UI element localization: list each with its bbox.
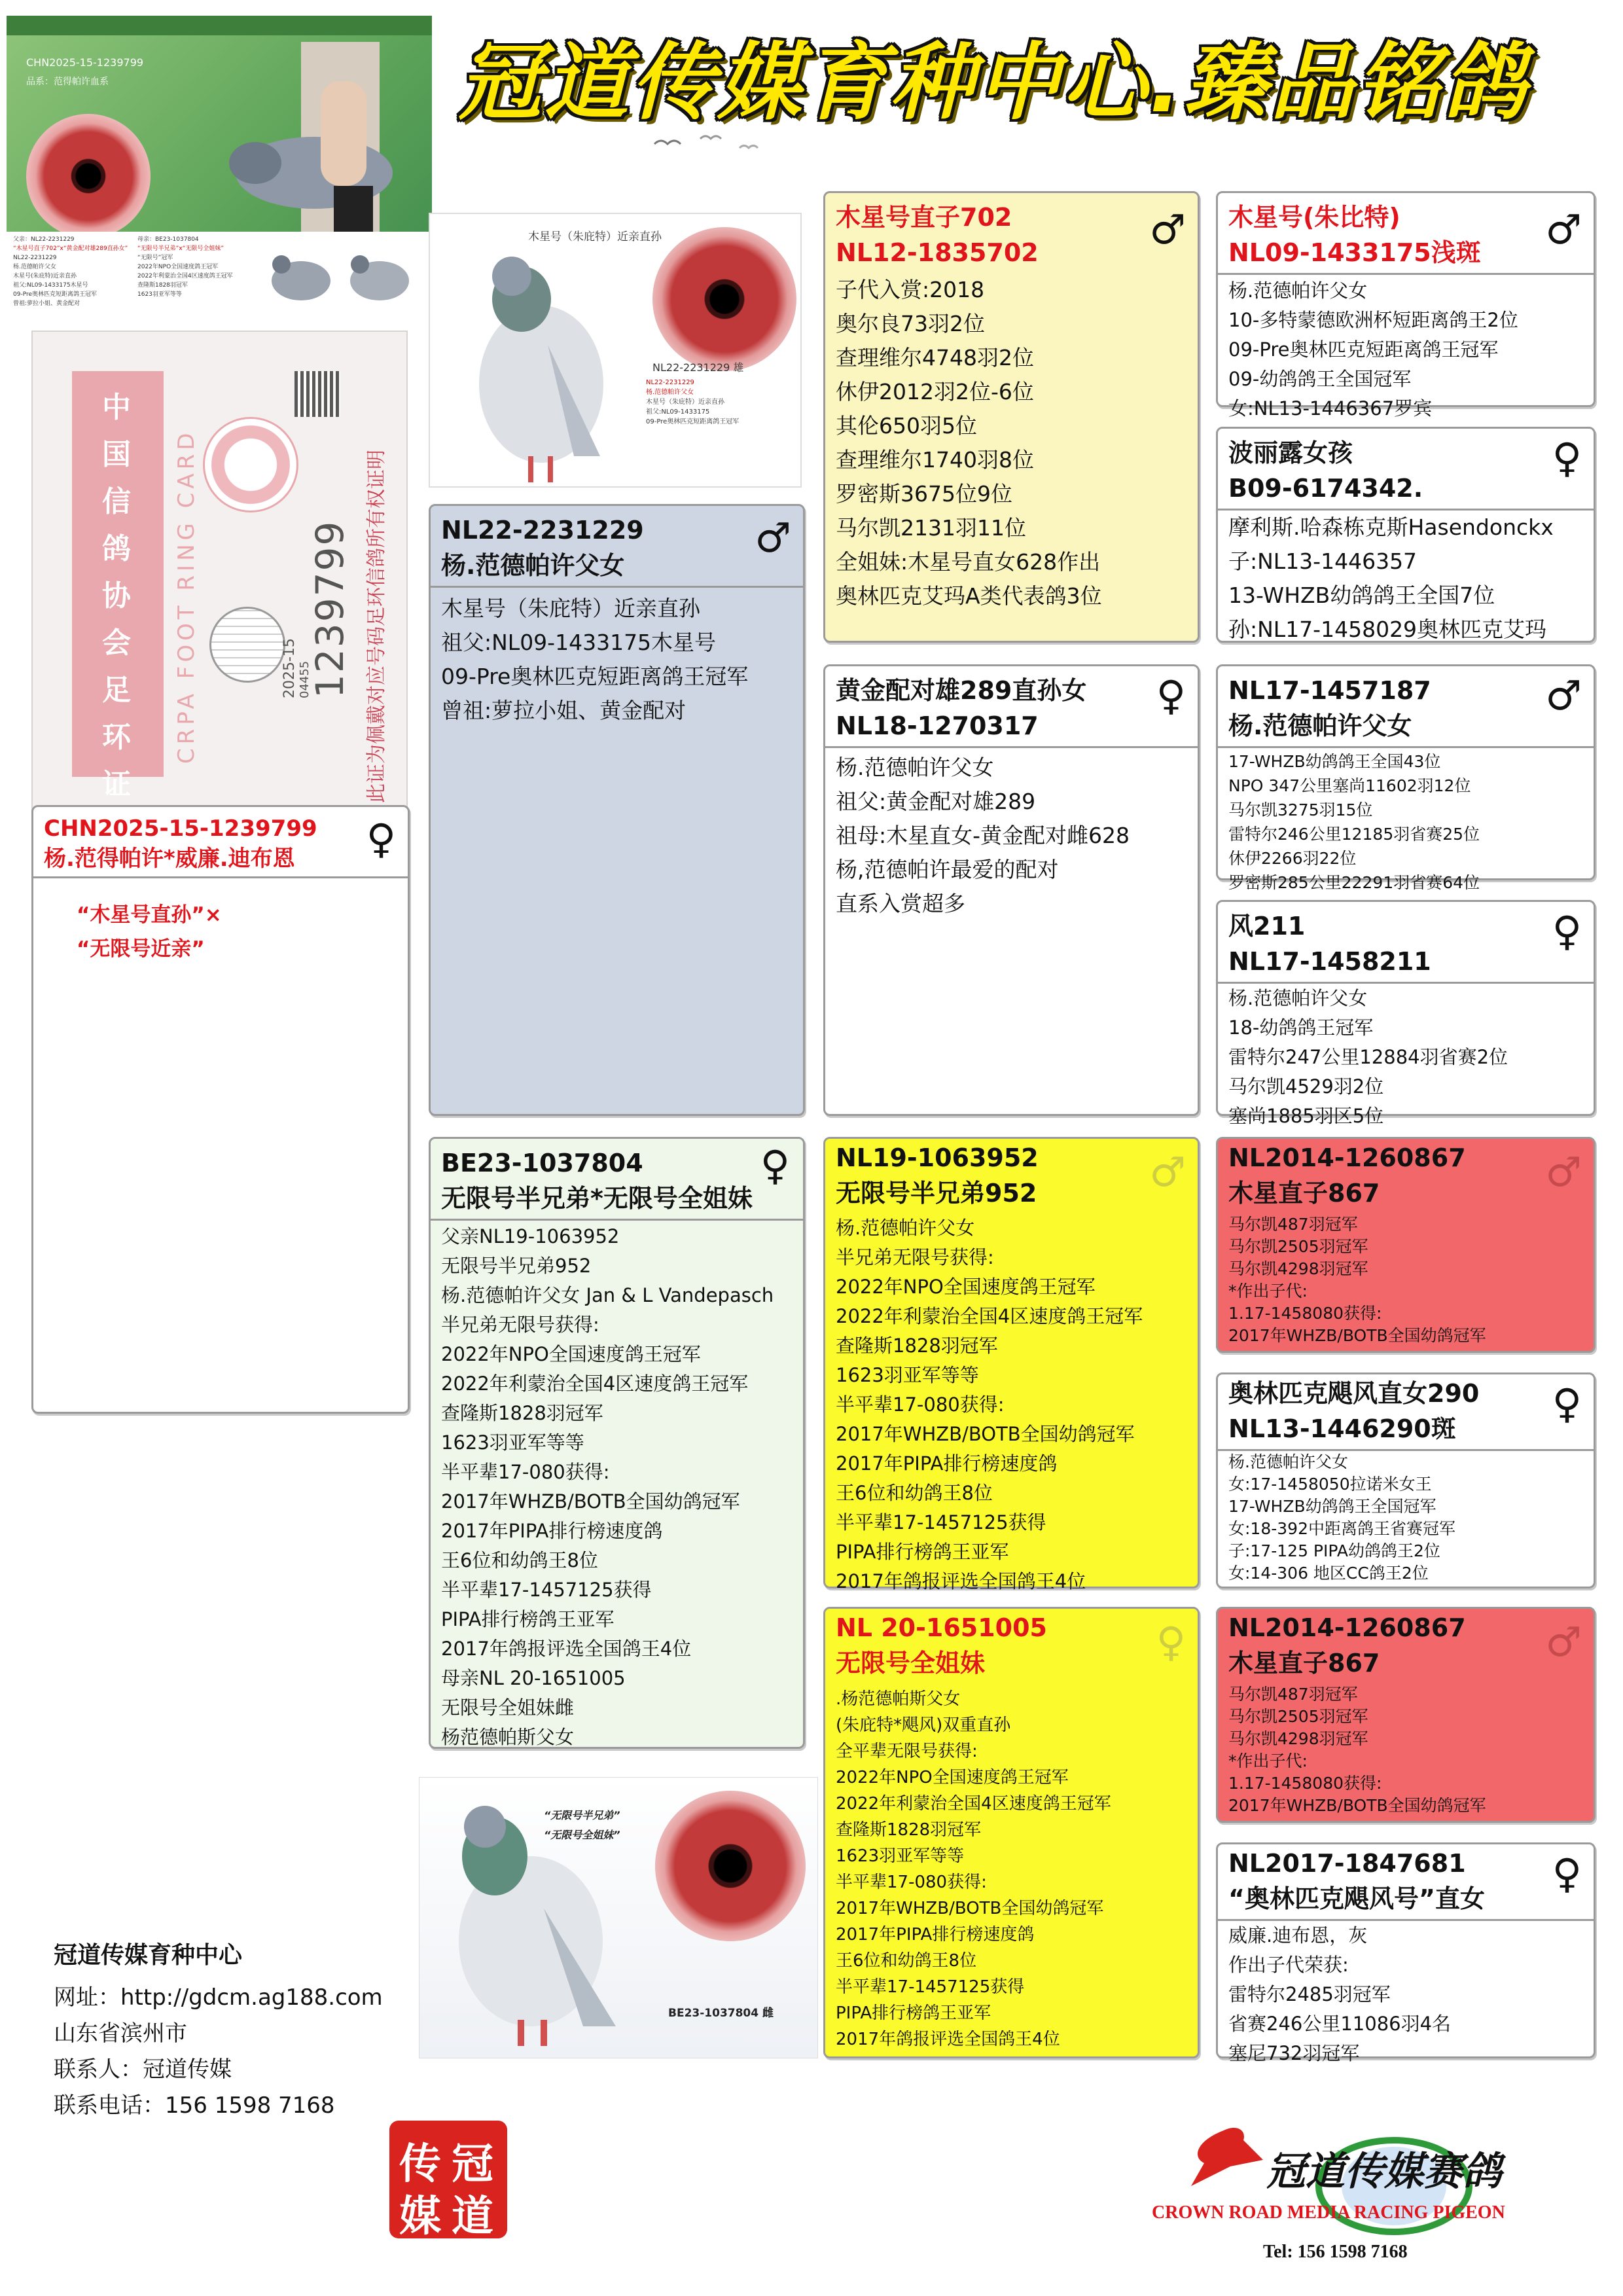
dsd-line: 17-WHZB幼鸽鸽王全国冠军 (1228, 1497, 1436, 1516)
pigeon-in-hand-image (190, 42, 425, 251)
ds-ring: NL19-1063952 (836, 1143, 1039, 1172)
female-icon: ♀ (366, 815, 396, 863)
male-icon: ♂ (1149, 1148, 1186, 1196)
female-icon: ♀ (1552, 434, 1582, 482)
page-title: 冠道传媒育种中心.臻品铭鸽 (458, 34, 1529, 132)
contact-location: 山东省滨州市 (54, 2020, 187, 2047)
dsd-name: 奥林匹克飓风直女290 (1228, 1379, 1480, 1408)
sss-line: 杨.范德帕许父女 (1228, 279, 1368, 302)
subject-breeder: 杨.范得帕许*威廉.迪布恩 (44, 846, 295, 872)
ds-line: 半平辈17-1457125获得 (836, 1511, 1046, 1534)
female-icon: ♀ (1156, 1618, 1186, 1666)
card-dss (1216, 1137, 1596, 1353)
dam-line: 2017年鸽报评选全国鸽王4位 (441, 1638, 692, 1660)
dam-photo (419, 1777, 818, 2058)
dsd-line: 子:17-125 PIPA幼鸽鸽王2位 (1228, 1541, 1440, 1560)
card-sss (1216, 191, 1596, 420)
dss-line: 2017年WHZB/BOTB全国幼鸽冠军 (1228, 1326, 1486, 1345)
ssd-line: 子:NL13-1446357 (1228, 548, 1418, 574)
card-sire-dam (823, 664, 1200, 1116)
dam-line: 1623羽亚军等等 (441, 1431, 584, 1454)
dam-line: 查隆斯1828羽冠军 (441, 1402, 603, 1424)
ss-name: 木星号直子702 (836, 203, 1012, 232)
qr-code-icon (294, 371, 340, 417)
dam-line: 2017年PIPA排行榜速度鸽 (441, 1520, 663, 1542)
seal-char: 传 (399, 2140, 441, 2189)
sd-name: 黄金配对雄289直孙女 (836, 676, 1087, 705)
dss-line: 马尔凯2505羽冠军 (1228, 1237, 1368, 1256)
male-icon: ♂ (1545, 206, 1582, 253)
ds-line: 查隆斯1828羽冠军 (836, 1335, 998, 1357)
dam-line: 杨.范德帕许父女 Jan & L Vandepasch (441, 1284, 774, 1306)
card-dam (429, 1137, 805, 1749)
seal-char: 媒 (399, 2193, 441, 2241)
sdd-line: 雷特尔247公里12884羽省赛2位 (1228, 1046, 1508, 1068)
globe-emblem-icon (209, 607, 285, 683)
dd-line: 2017年WHZB/BOTB全国幼鸽冠军 (836, 1899, 1104, 1918)
sd-ring: NL18-1270317 (836, 711, 1039, 740)
subject-line: “木星号直孙”× (77, 903, 222, 927)
sdd-line: 塞尚1885羽区5位 (1228, 1105, 1384, 1127)
ddd-line: 威廉.迪布恩，灰 (1228, 1924, 1368, 1946)
dds-line: 马尔凯4298羽冠军 (1228, 1729, 1368, 1748)
card-subject (31, 805, 410, 1414)
sire-ring: NL22-2231229 (441, 516, 644, 545)
sss-ring: NL09-1433175浅斑 (1228, 238, 1481, 267)
sd-line: 祖父:黄金配对雄289 (836, 789, 1036, 814)
ds-line: 1623羽亚军等等 (836, 1364, 979, 1386)
contact-block (54, 1937, 383, 2124)
pigeon-eye-image (26, 114, 151, 238)
dds-name: 木星直子867 (1228, 1649, 1380, 1677)
sds-line: NPO 347公里塞尚11602羽12位 (1228, 776, 1471, 795)
ring-card-serial: 04455 (298, 660, 312, 698)
male-icon: ♂ (1545, 1618, 1582, 1666)
sds-line: 马尔凯3275羽15位 (1228, 800, 1373, 819)
sdd-name: 风211 (1228, 912, 1306, 941)
ds-line: 2017年鸽报评选全国鸽王4位 (836, 1570, 1086, 1592)
dam-line: 母亲NL 20-1651005 (441, 1667, 626, 1689)
sire-photo-notes: NL22-2231229 杨.范德帕许父女 木星号（朱庇特）近亲直孙 祖父:NL09-1433175 09-Pre奥林匹克短距离鸽王冠军 (646, 379, 740, 425)
dss-line: 马尔凯487羽冠军 (1228, 1215, 1358, 1234)
female-icon: ♀ (1552, 907, 1582, 955)
ds-name: 无限号半兄弟952 (836, 1179, 1037, 1208)
contact-company: 冠道传媒育种中心 (54, 1942, 243, 1969)
crpa-logo-icon (203, 417, 298, 512)
dds-line: 1.17-1458080获得: (1228, 1774, 1382, 1793)
sire-photo (429, 213, 802, 488)
ssd-name: 波丽露女孩 (1228, 439, 1353, 467)
dam-line: 2022年NPO全国速度鸽王冠军 (441, 1343, 701, 1365)
dds-line: *作出子代: (1228, 1751, 1308, 1770)
dss-ring: NL2014-1260867 (1228, 1143, 1466, 1172)
dds-line: 马尔凯487羽冠军 (1228, 1685, 1358, 1704)
sss-line: 女:NL13-1446367罗宾 (1228, 397, 1433, 420)
ds-line: 半平辈17-080获得: (836, 1393, 1005, 1416)
dam-eye-image (655, 1791, 806, 1941)
sire-line: 09-Pre奥林匹克短距离鸽王冠军 (441, 664, 749, 689)
sds-ring: NL17-1457187 (1228, 676, 1431, 705)
dds-ring: NL2014-1260867 (1228, 1613, 1466, 1642)
sdd-line: 马尔凯4529羽2位 (1228, 1075, 1384, 1098)
sd-line: 杨,范德帕许最爱的配对 (836, 857, 1059, 882)
dd-line: (朱庇特*飓风)双重直孙 (836, 1715, 1011, 1735)
banner-ring: CHN2025-15-1239799 (26, 56, 144, 69)
ds-line: 2022年NPO全国速度鸽王冠军 (836, 1276, 1096, 1298)
contact-website[interactable]: 网址：http://gdcm.ag188.com (54, 1984, 383, 2011)
ss-line: 查理维尔4748羽2位 (836, 345, 1034, 370)
female-icon: ♀ (760, 1141, 790, 1189)
dd-name: 无限号全姐妹 (836, 1649, 986, 1677)
dsd-line: 女:17-1458050拉诺米女王 (1228, 1475, 1432, 1494)
sds-line: 雷特尔246公里12185羽省赛25位 (1228, 825, 1480, 844)
dds-line: 2017年WHZB/BOTB全国幼鸽冠军 (1228, 1796, 1486, 1815)
contact-person: 联系人：冠道传媒 (54, 2056, 232, 2083)
ds-line: 2017年PIPA排行榜速度鸽 (836, 1452, 1058, 1475)
dam-line: 无限号半兄弟952 (441, 1255, 592, 1277)
contact-phone: 联系电话：156 1598 7168 (54, 2092, 335, 2119)
pedigree-photo-banner (7, 16, 432, 323)
female-icon: ♀ (1552, 1380, 1582, 1427)
dd-line: 2022年NPO全国速度鸽王冠军 (836, 1768, 1069, 1787)
sss-line: 09-Pre奥林匹克短距离鸽王冠军 (1228, 338, 1499, 361)
sire-line: 木星号（朱庇特）近亲直孙 (441, 596, 700, 621)
ss-line: 查理维尔1740羽8位 (836, 447, 1034, 473)
ss-line: 全姐妹:木星号直女628作出 (836, 549, 1101, 575)
dd-line: .杨范德帕斯父女 (836, 1689, 961, 1709)
banner-small-pigeons (262, 238, 425, 320)
card-ssd (1216, 427, 1596, 643)
dd-line: 2017年PIPA排行榜速度鸽 (836, 1925, 1035, 1945)
card-dam-sire (823, 1137, 1200, 1592)
ring-card-english: CRPA FOOT RING CARD (173, 429, 200, 764)
female-icon: ♀ (1552, 1850, 1582, 1897)
dd-line: 1623羽亚军等等 (836, 1846, 965, 1866)
dam-photo-header1: “无限号半兄弟” (544, 1809, 620, 1821)
female-icon: ♀ (1156, 672, 1186, 719)
dam-title: 无限号半兄弟*无限号全姐妹 (441, 1184, 753, 1213)
ssd-line: 孙:NL17-1458029奥林匹克艾玛 (1228, 617, 1547, 642)
dd-line: 2022年利蒙治全国4区速度鸽王冠军 (836, 1794, 1111, 1814)
ss-line: 马尔凯2131羽11位 (836, 515, 1026, 541)
ring-card-ring-small: 2025-15 (281, 638, 298, 698)
red-pigeon-logo-icon (1178, 2121, 1270, 2193)
subject-ring: CHN2025-15-1239799 (44, 816, 317, 842)
dam-photo-header2: “无限号全姐妹” (544, 1829, 620, 1841)
dam-line: 王6位和幼鸽王8位 (441, 1549, 598, 1571)
ddd-name: “奥林匹克飓风号”直女 (1228, 1884, 1485, 1913)
dds-line: 马尔凯2505羽冠军 (1228, 1707, 1368, 1726)
dam-line: 半平辈17-080获得: (441, 1461, 610, 1483)
ss-line: 子代入赏:2018 (836, 277, 985, 302)
dam-line: 2022年利蒙治全国4区速度鸽王冠军 (441, 1372, 749, 1395)
sire-pigeon-image (450, 240, 620, 489)
male-icon: ♂ (755, 514, 791, 562)
sire-line: 祖父:NL09-1433175木星号 (441, 630, 717, 655)
ds-line: 2022年利蒙治全国4区速度鸽王冠军 (836, 1305, 1143, 1327)
dd-ring: NL 20-1651005 (836, 1613, 1047, 1642)
male-icon: ♂ (1545, 672, 1582, 719)
brand-logo (1152, 2101, 1584, 2271)
sdd-ring: NL17-1458211 (1228, 947, 1431, 976)
dss-line: 马尔凯4298羽冠军 (1228, 1259, 1368, 1278)
card-sdd (1216, 900, 1596, 1127)
ssd-line: 摩利斯.哈森栋克斯Hasendonckx (1228, 514, 1554, 540)
dss-line: *作出子代: (1228, 1282, 1308, 1300)
ddd-line: 塞尼732羽冠军 (1228, 2042, 1360, 2064)
dam-line: 半平辈17-1457125获得 (441, 1579, 652, 1601)
sds-line: 17-WHZB幼鸽鸽王全国43位 (1228, 752, 1441, 771)
dd-line: 2017年鸽报评选全国鸽王4位 (836, 2030, 1060, 2049)
ss-ring: NL12-1835702 (836, 238, 1039, 267)
ring-card-vertical-title: 中国信鸽协会足环证 (102, 391, 131, 801)
subject-line: “无限号近亲” (77, 937, 205, 961)
sire-eye-image (652, 227, 796, 371)
dam-line: 2017年WHZB/BOTB全国幼鸽冠军 (441, 1490, 740, 1513)
card-dam-dam (823, 1607, 1200, 2058)
logo-tel: Tel: 156 1598 7168 (1263, 2242, 1408, 2262)
dam-line: 父亲NL19-1063952 (441, 1225, 620, 1247)
ds-line: 半兄弟无限号获得: (836, 1246, 994, 1268)
sd-line: 杨.范德帕许父女 (836, 755, 994, 780)
sss-line: 09-幼鸽鸽王全国冠军 (1228, 368, 1412, 390)
flying-birds-decoration (648, 131, 785, 157)
logo-cn-name: 冠道传媒赛鸽 (1266, 2149, 1502, 2195)
sss-line: 10-多特蒙德欧洲杯短距离鸽王2位 (1228, 309, 1518, 331)
dam-photo-caption: BE23-1037804 雌 (668, 2007, 774, 2020)
ss-line: 其伦650羽5位 (836, 413, 977, 439)
red-seal-stamp (389, 2121, 507, 2241)
seal-char: 冠 (452, 2140, 493, 2189)
sss-name: 木星号(朱比特) (1228, 203, 1400, 232)
ssd-line: 13-WHZB幼鸽鸽王全国7位 (1228, 583, 1495, 608)
card-ddd (1216, 1842, 1596, 2064)
dam-line: 杨范德帕斯父女 (441, 1726, 575, 1748)
male-icon: ♂ (1545, 1148, 1582, 1196)
foot-ring-card (31, 331, 408, 815)
dam-ring: BE23-1037804 (441, 1149, 643, 1177)
ddd-line: 雷特尔2485羽冠军 (1228, 1983, 1391, 2005)
card-sire-sire (823, 191, 1200, 643)
sire-photo-caption: NL22-2231229 雄 (652, 361, 744, 374)
seal-char: 道 (452, 2193, 493, 2241)
dd-line: PIPA排行榜鸽王亚军 (836, 2003, 991, 2023)
ss-line: 奥林匹克艾玛A类代表鸽3位 (836, 583, 1102, 609)
card-dds (1216, 1607, 1596, 1823)
banner-sire-info: 父亲：NL22-2231229 “木星号直子702”x“黄金配对雄289直孙女” NL22-2231229 杨.范德帕许父女 木星号(朱庇特)近亲直孙 祖父:NL09-1433175木星号 09-Pre奥林匹克短距离鸽王冠军 曾祖:萝拉小姐、黄金配对 (13, 236, 128, 307)
dsd-line: 女:14-306 地区CC鸽王2位 (1228, 1564, 1429, 1583)
ss-line: 休伊2012羽2位-6位 (836, 379, 1034, 404)
ds-line: 王6位和幼鸽王8位 (836, 1482, 993, 1504)
sire-breeder: 杨.范德帕许父女 (441, 551, 625, 580)
card-dsd (1216, 1372, 1596, 1588)
banner-line: 品系：范得帕许血系 (26, 77, 109, 87)
ss-line: 罗密斯3675位9位 (836, 481, 1012, 507)
ss-line: 奥尔良73羽2位 (836, 311, 985, 336)
dd-line: 查隆斯1828羽冠军 (836, 1820, 982, 1840)
dam-line: 无限号全姐妹雌 (441, 1696, 575, 1719)
logo-en-name: CROWN ROAD MEDIA RACING PIGEON (1152, 2202, 1505, 2223)
dd-line: 半平辈17-080获得: (836, 1873, 987, 1892)
banner-dam-info: 母亲：BE23-1037804 “无限号半兄弟”x“无限号全姐妹” “无限号”冠军 2022年NPO全国速度鸽王冠军 2022年利蒙治全国4区速度鸽王冠军 查隆斯1828羽冠军 1623羽亚军等等 (137, 236, 233, 298)
dd-line: 半平辈17-1457125获得 (836, 1977, 1025, 1997)
ds-line: 2017年WHZB/BOTB全国幼鸽冠军 (836, 1423, 1135, 1445)
ring-card-number: 1239799 (308, 520, 352, 698)
dsd-ring: NL13-1446290斑 (1228, 1414, 1456, 1443)
dsd-line: 杨.范德帕许父女 (1228, 1452, 1348, 1471)
dam-line: PIPA排行榜鸽王亚军 (441, 1608, 615, 1630)
dsd-line: 女:18-392中距离鸽王省赛冠军 (1228, 1519, 1455, 1538)
ddd-line: 作出子代荣获: (1228, 1954, 1349, 1976)
dd-line: 全平辈无限号获得: (836, 1742, 978, 1761)
ring-card-note: 此证为佩戴对应号码足环信鸽所有权证明 (365, 450, 388, 803)
ddd-line: 省赛246公里11086羽4名 (1228, 2013, 1452, 2035)
sdd-line: 杨.范德帕许父女 (1228, 987, 1368, 1009)
ds-line: 杨.范德帕许父女 (836, 1217, 975, 1239)
sdd-line: 18-幼鸽鸽王冠军 (1228, 1016, 1374, 1039)
sire-photo-header: 木星号（朱庇特）近亲直孙 (528, 230, 662, 243)
sd-line: 祖母:木星直女-黄金配对雌628 (836, 823, 1130, 848)
sds-breeder: 杨.范德帕许父女 (1228, 711, 1412, 740)
sire-line: 曾祖:萝拉小姐、黄金配对 (441, 698, 687, 723)
male-icon: ♂ (1149, 206, 1186, 253)
ds-line: PIPA排行榜鸽王亚军 (836, 1541, 1009, 1563)
ddd-ring: NL2017-1847681 (1228, 1849, 1466, 1878)
dss-line: 1.17-1458080获得: (1228, 1304, 1382, 1323)
ssd-ring: B09-6174342. (1228, 474, 1423, 503)
sds-line: 罗密斯285公里22291羽省赛64位 (1228, 873, 1480, 892)
dss-name: 木星直子867 (1228, 1179, 1380, 1208)
dd-line: 王6位和幼鸽王8位 (836, 1951, 977, 1971)
card-sire (429, 504, 805, 1116)
sd-line: 直系入赏超多 (836, 891, 965, 916)
dam-line: 半兄弟无限号获得: (441, 1314, 599, 1336)
card-sds (1216, 664, 1596, 892)
sds-line: 休伊2266羽22位 (1228, 849, 1357, 868)
